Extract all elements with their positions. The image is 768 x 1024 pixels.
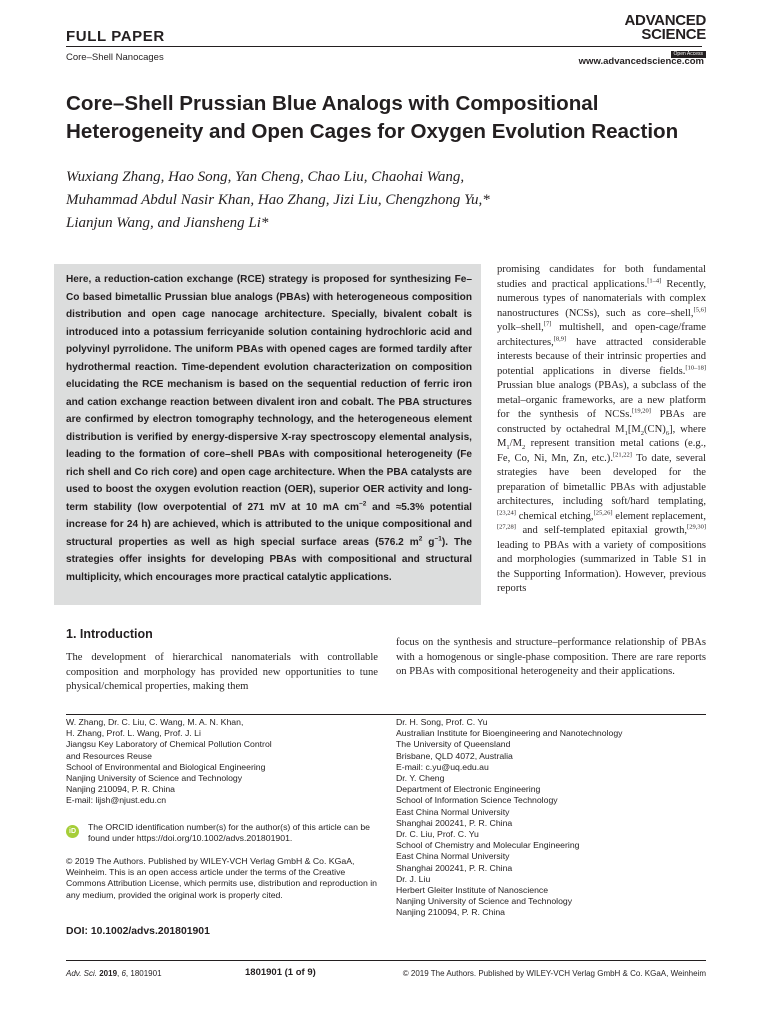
author-line: Lianjun Wang, and Jiansheng Li* bbox=[66, 215, 269, 231]
continuation-paragraph: focus on the synthesis and structure–performance relationship of PBAs with a homogenous or single-phase composition. There are rare reports on PBAs with compositional heterogeneity and their applications. bbox=[396, 637, 706, 677]
affiliation-line: and Resources Reuse bbox=[66, 750, 152, 761]
affiliations-right bbox=[396, 717, 706, 919]
affiliation-line: Nanjing 210094, P. R. China bbox=[396, 907, 505, 918]
affiliations-left bbox=[66, 717, 366, 807]
citation[interactable]: [23,24] bbox=[497, 508, 516, 516]
footnote-rule bbox=[66, 714, 706, 715]
journal-logo bbox=[576, 14, 706, 60]
affiliation-line: School of Information Science Technology bbox=[396, 795, 558, 806]
citation[interactable]: [27,28] bbox=[497, 523, 516, 531]
citation[interactable]: [29,30] bbox=[687, 523, 706, 531]
affiliation-line: School of Environmental and Biological Engineering bbox=[66, 761, 266, 772]
footer-citation: Adv. Sci. 2019, 6, 1801901 bbox=[66, 969, 162, 978]
right-column-text: promising candidates for both fundamental studies and practical applications.[1–4] Recently, numerous types of nanomaterials with complex nanostructures (NCSs), such as core–shell,[5,6] yolk–shell,[7] multishell, and open-cage/frame architectures,[8,9] have attracted considerable interests because of their intrinsic properties and potential applications in diverse fields.[10–18] Prussian blue analogs (PBAs), a subclass of the metal–organic frameworks, are a new platform for the synthesis of NCSs.[19,20] PBAs are constructed by octahedral $M_1[M_2(CN)_6]$, where $M_1/M_2$ represent transition metal cations (e.g., Fe, Co, Ni, Mn, Zn, etc.).[21,22] To date, several strategies have been developed for the preparation of bimetallic PBAs with adjustable architectures, including soft/hard templating,[23,24] chemical etching,[25,26] element replacement,[27,28] and self-templated epitaxial growth,[29,30] leading to PBAs with a variety of compositions and morphologies (summarized in Table S1 in the Supporting Information). However, previous reports bbox=[497, 264, 706, 594]
page-number: 1801901 (1 of 9) bbox=[245, 967, 316, 978]
citation[interactable]: [25,26] bbox=[593, 508, 613, 516]
intro-paragraph: The development of hierarchical nanomaterials with controllable composition and morphology has provided new opportunities to tune physical/chemical properties, making them bbox=[66, 652, 378, 692]
author-line: Muhammad Abdul Nasir Khan, Hao Zhang, Jizi Liu, Chengzhong Yu,* bbox=[66, 192, 490, 208]
citation[interactable]: [1–4] bbox=[647, 276, 662, 284]
author-list bbox=[66, 166, 706, 235]
orcid-note: The ORCID identification number(s) for the author(s) of this article can be found under https://doi.org/10.1002/advs.201801901. bbox=[88, 822, 370, 844]
affiliation-line: Shanghai 200241, P. R. China bbox=[396, 862, 513, 873]
citation[interactable]: [7] bbox=[543, 320, 552, 328]
section-label: Core–Shell Nanocages bbox=[66, 52, 164, 63]
citation[interactable]: [5,6] bbox=[693, 305, 706, 313]
citation[interactable]: [21,22] bbox=[612, 450, 632, 458]
affiliation-line: Herbert Gleiter Institute of Nanoscience bbox=[396, 885, 549, 896]
footer-rule bbox=[66, 960, 706, 961]
affiliation-line: Nanjing University of Science and Technology bbox=[396, 896, 573, 907]
citation[interactable]: [19,20] bbox=[632, 407, 651, 415]
email-link[interactable]: E-mail: lijsh@njust.edu.cn bbox=[66, 795, 167, 806]
abstract-text: Here, a reduction-cation exchange (RCE) strategy is proposed for synthesizing Fe–Co based bimetallic Prussian blue analogs (PBAs) with heterogeneous composition distribution and open cage nanocage architecture. Specially, bivalent cobalt is introduced into a potassium ferricyanide solution containing hydrochloric acid and polyvinyl pyrrolidone. The uniform PBAs with opened cages are formed tardily after hydrothermal reaction. Time-dependent evolution characterization on composition elucidating the RCE mechanism is based on the sequential reduction of ferric iron and cation exchange reaction between divalent iron and cobalt. The PBA structures are confirmed by electron tomography technology, and the heterogeneous element distribution is verified by energy-dispersive X-ray spectroscopy elemental analysis, leading to the formation of core–shell PBAs with compositional heterogeneity (Fe rich shell and Co rich core) and open cage architecture. When the PBA catalysts are used to boost the oxygen evolution reaction (OER), superior OER activity and long-term stability (low overpotential of 271 mV at 10 mA $cm^{-2}$ and ≈5.3% potential increase for 24 h) are achieved, which is attributed to the unique compositional and structural properties as well as high special surface areas (576.2 $m^2$ $g^{-1}$). The strategies offer insights for developing PBAs with compositional and structural multiplicity, which encourages more practical catalytic applications. bbox=[66, 274, 472, 583]
affiliation-line: Dr. H. Song, Prof. C. Yu bbox=[396, 717, 488, 727]
doi-link[interactable]: DOI: 10.1002/advs.201801901 bbox=[66, 926, 210, 937]
affiliation-line: Dr. C. Liu, Prof. C. Yu bbox=[396, 829, 479, 840]
affiliation-line: East China Normal University bbox=[396, 851, 510, 862]
logo-line2: SCIENCE bbox=[641, 26, 706, 43]
affiliation-line: Department of Electronic Engineering bbox=[396, 784, 541, 795]
paper-title: Core–Shell Prussian Blue Analogs with Compositional Heterogeneity and Open Cages for Oxygen Evolution Reaction bbox=[66, 92, 679, 143]
affiliation-line: Brisbane, QLD 4072, Australia bbox=[396, 750, 513, 761]
affiliation-line: H. Zhang, Prof. L. Wang, Prof. J. Li bbox=[66, 728, 201, 739]
affiliation-line: Nanjing University of Science and Technology bbox=[66, 773, 243, 784]
affiliation-line: The University of Queensland bbox=[396, 739, 511, 750]
affiliation-line: Nanjing 210094, P. R. China bbox=[66, 784, 175, 795]
open-access-badge: Open Access bbox=[671, 51, 706, 58]
section-heading: 1. Introduction bbox=[66, 627, 153, 641]
citation[interactable]: [10–18] bbox=[685, 363, 706, 371]
affiliation-line: School of Chemistry and Molecular Engineering bbox=[396, 840, 580, 851]
orcid-icon[interactable]: iD bbox=[66, 825, 79, 838]
affiliation-line: Dr. J. Liu bbox=[396, 873, 431, 884]
copyright-note: © 2019 The Authors. Published by WILEY-VCH Verlag GmbH & Co. KGaA, Weinheim. This is an open access article under the terms of the Creative Commons Attribution License, which permits use, distribution and reproduction in any medium, provided the original work is properly cited. bbox=[66, 856, 377, 900]
author-line: Wuxiang Zhang, Hao Song, Yan Cheng, Chao Liu, Chaohai Wang, bbox=[66, 169, 465, 185]
affiliation-line: Australian Institute for Bioengineering and Nanotechnology bbox=[396, 728, 623, 739]
citation[interactable]: [8,9] bbox=[553, 334, 567, 342]
journal-url[interactable]: www.advancedscience.com bbox=[578, 56, 704, 67]
affiliation-line: East China Normal University bbox=[396, 806, 510, 817]
email-link[interactable]: E-mail: c.yu@uq.edu.au bbox=[396, 761, 489, 772]
footer-copyright: © 2019 The Authors. Published by WILEY-VCH Verlag GmbH & Co. KGaA, Weinheim bbox=[402, 969, 706, 978]
affiliation-line: W. Zhang, Dr. C. Liu, C. Wang, M. A. N. Khan, bbox=[66, 717, 244, 727]
affiliation-line: Shanghai 200241, P. R. China bbox=[396, 817, 513, 828]
affiliation-line: Jiangsu Key Laboratory of Chemical Pollution Control bbox=[66, 739, 272, 750]
article-type: FULL PAPER bbox=[66, 28, 165, 45]
logo-line1: ADVANCED bbox=[624, 12, 706, 29]
affiliation-line: Dr. Y. Cheng bbox=[396, 773, 445, 784]
